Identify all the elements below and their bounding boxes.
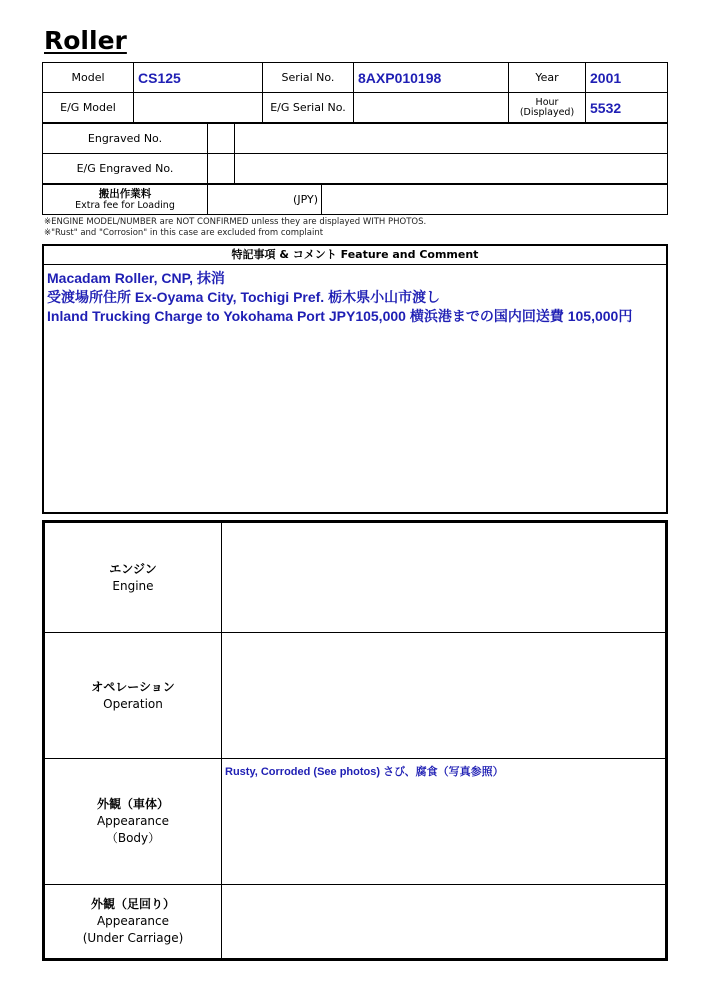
loading-fee-value <box>322 185 668 215</box>
serial-value: 8AXP010198 <box>354 63 509 93</box>
year-label: Year <box>509 63 586 93</box>
note-rust: ※"Rust" and "Corrosion" in this case are excluded from complaint <box>44 228 324 238</box>
engine-label <box>45 523 222 633</box>
hour-value: 5532 <box>586 93 668 123</box>
appearance-undercarriage-remark <box>222 885 666 959</box>
eg-engraved-value <box>235 154 668 184</box>
hour-label-line2: (Displayed) <box>519 106 575 118</box>
appearance-undercarriage-label <box>45 885 222 959</box>
condition-table <box>44 522 666 959</box>
eg-engraved-box <box>208 154 235 184</box>
appearance-undercarriage-label-en2: (Under Carriage) <box>82 931 184 945</box>
hour-label-line1: Hour <box>535 96 559 108</box>
operation-label-en: Operation <box>103 696 163 711</box>
appearance-undercarriage-label-en: Appearance <box>96 914 170 928</box>
eg-model-value <box>134 93 263 123</box>
eg-serial-label: E/G Serial No. <box>263 93 354 123</box>
model-value: CS125 <box>134 63 263 93</box>
model-label: Model <box>43 63 134 93</box>
appearance-body-remark <box>222 759 666 885</box>
appearance-undercarriage-label-jp: 外観（足回り） <box>90 897 175 911</box>
comment-header: 特記事項 & コメント Feature and Comment <box>44 246 666 265</box>
engraved-label: Engraved No. <box>43 124 208 154</box>
comment-body <box>44 265 666 330</box>
eg-serial-value <box>354 93 509 123</box>
loading-label-en: Extra fee for Loading <box>75 199 175 211</box>
engraved-box <box>208 124 235 154</box>
operation-remark-text <box>222 633 665 641</box>
appearance-undercarriage-remark-text <box>222 885 665 893</box>
eg-model-label: E/G Model <box>43 93 134 123</box>
disclaimer-notes <box>44 217 426 239</box>
engraved-value <box>235 124 668 154</box>
appearance-body-label <box>45 759 222 885</box>
comment-line: Inland Trucking Charge to Yokohama Port JPY105,000 横浜港までの国内回送費 105,000円 <box>47 308 633 324</box>
loading-label-jp: 搬出作業料 <box>98 187 152 200</box>
engine-remark <box>222 523 666 633</box>
appearance-body-label-en: Appearance <box>96 814 170 828</box>
engine-remark-text <box>222 523 665 531</box>
note-engine: ※ENGINE MODEL/NUMBER are NOT CONFIRMED unless they are displayed WITH PHOTOS. <box>44 217 427 227</box>
operation-label <box>45 633 222 759</box>
comment-line: Macadam Roller, CNP, 抹消 <box>47 270 225 286</box>
appearance-body-label-jp: 外観（車体） <box>96 797 169 811</box>
hour-label <box>509 93 586 123</box>
appearance-body-remark-text: Rusty, Corroded (See photos) さび、腐食（写真参照） <box>225 766 504 778</box>
jpy-label: (JPY) <box>208 185 322 215</box>
operation-remark <box>222 633 666 759</box>
appearance-body-label-en2: （Body） <box>105 831 161 845</box>
condition-section <box>42 520 668 961</box>
page-title: Roller <box>44 26 127 55</box>
spec-table <box>42 62 668 123</box>
engine-label-jp: エンジン <box>109 561 157 576</box>
eg-engraved-label: E/G Engraved No. <box>43 154 208 184</box>
operation-label-jp: オペレーション <box>91 679 175 694</box>
loading-fee-table <box>42 184 668 215</box>
serial-label: Serial No. <box>263 63 354 93</box>
comment-line: 受渡場所住所 Ex-Oyama City, Tochigi Pref. 栃木県小山市渡し <box>47 289 441 305</box>
engraved-table <box>42 123 668 184</box>
loading-label <box>43 185 208 215</box>
engine-label-en: Engine <box>112 578 154 593</box>
year-value: 2001 <box>586 63 668 93</box>
comment-section <box>42 244 668 514</box>
